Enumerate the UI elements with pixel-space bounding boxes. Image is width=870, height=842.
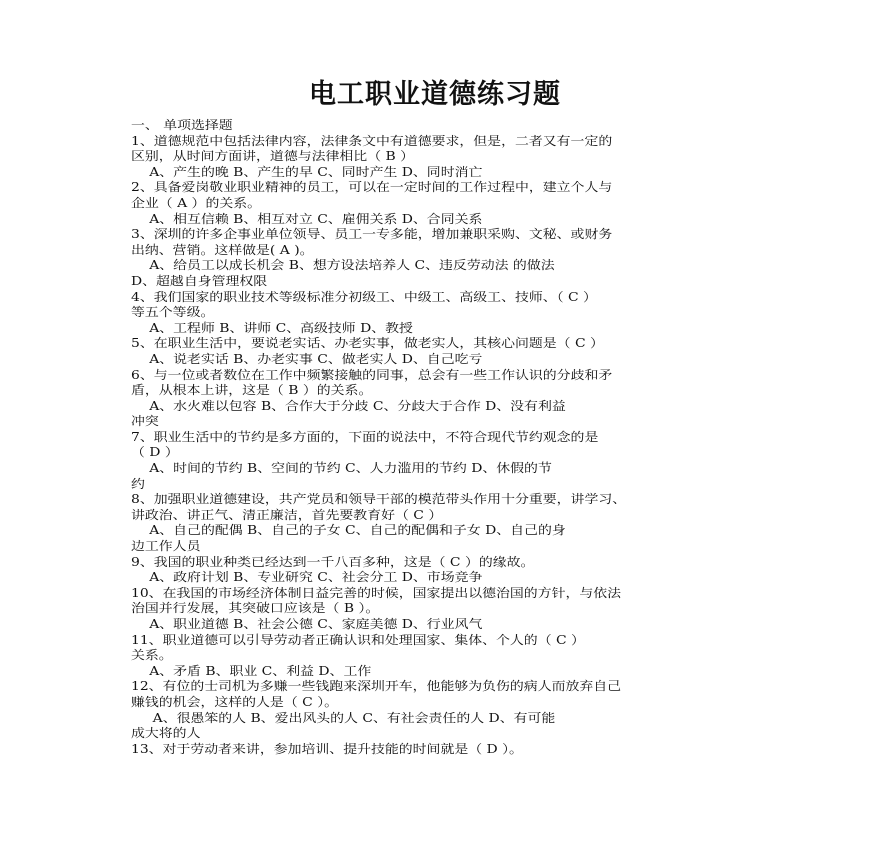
question-9-options: A、政府计划 B、专业研究 C、社会分工 D、市场竞争: [149, 570, 483, 585]
question-7-line-1: 7、职业生活中的节约是多方面的，下面的说法中，不符合现代节约观念的是: [131, 429, 599, 444]
question-3-options-2: D、超越自身管理权限: [131, 273, 268, 288]
question-11-line-2: 关系。: [131, 648, 173, 663]
question-8-options-2: 边工作人员: [131, 539, 201, 554]
question-11-line-1: 11、职业道德可以引导劳动者正确认识和处理国家、集体、个人的（ C ）: [131, 632, 585, 647]
question-3-line-1: 3、深圳的许多企事业单位领导、员工一专多能，增加兼职采购、文秘、或财务: [131, 227, 613, 242]
question-6-line-1: 6、与一位或者数位在工作中频繁接触的同事，总会有一些工作认识的分歧和矛: [131, 367, 613, 382]
question-10-line-2: 治国并行发展，其突破口应该是（ B ）。: [131, 601, 380, 616]
question-7-line-2: （ D ）: [131, 445, 179, 460]
question-12-line-1: 12、有位的士司机为多赚一些钱跑来深圳开车，他能够为负伤的病人而放弃自己: [131, 679, 622, 694]
question-6-options-1: A、水火难以包容 B、合作大于分歧 C、分歧大于合作 D、没有利益: [149, 398, 566, 413]
question-4-options: A、工程师 B、讲师 C、高级技师 D、教授: [149, 320, 413, 335]
question-7-options-2: 约: [131, 476, 145, 491]
question-3-line-2: 出纳、营销。这样做是( A )。: [131, 242, 314, 257]
question-list: [131, 118, 741, 757]
question-5-options: A、说老实话 B、办老实事 C、做老实人 D、自己吃亏: [149, 351, 483, 366]
question-1-line-2: 区别，从时间方面讲，道德与法律相比（ B ）: [131, 149, 415, 164]
question-13-line-1: 13、对于劳动者来讲，参加培训、提升技能的时间就是（ D ）。: [131, 741, 523, 756]
question-4-line-2: 等五个等级。: [131, 305, 215, 320]
question-12-line-2: 赚钱的机会，这样的人是（ C ）。: [131, 694, 339, 709]
question-2-line-1: 2、具备爱岗敬业职业精神的员工，可以在一定时间的工作过程中，建立个人与: [131, 180, 613, 195]
question-11-options: A、矛盾 B、职业 C、利益 D、工作: [149, 663, 372, 678]
question-12-options-1: A、很愚笨的人 B、爱出风头的人 C、有社会责任的人 D、有可能: [152, 710, 556, 725]
question-2-options: A、相互信赖 B、相互对立 C、雇佣关系 D、合同关系: [149, 211, 483, 226]
question-6-line-2: 盾，从根本上讲，这是（ B ）的关系。: [131, 383, 373, 398]
section-heading: 一、 单项选择题: [131, 118, 233, 132]
question-8-line-1: 8、加强职业道德建设，共产党员和领导干部的模范带头作用十分重要，讲学习、: [131, 492, 627, 507]
question-12-options-2: 成大将的人: [131, 726, 201, 741]
question-1-options: A、产生的晚 B、产生的早 C、同时产生 D、同时消亡: [149, 164, 483, 179]
question-1-line-1: 1、道德规范中包括法律内容，法律条文中有道德要求，但是，二者又有一定的: [131, 133, 613, 148]
question-10-options: A、职业道德 B、社会公德 C、家庭美德 D、行业风气: [149, 617, 483, 631]
question-2-line-2: 企业（ A ）的关系。: [131, 195, 262, 210]
question-8-line-2: 讲政治、讲正气、清正廉洁，首先要教育好（ C ）: [131, 507, 443, 522]
question-5-line-1: 5、在职业生活中，要说老实话、办老实事，做老实人，其核心问题是（ C ）: [131, 336, 604, 351]
question-10-line-1: 10、在我国的市场经济体制日益完善的时候，国家提出以德治国的方针，与依法: [131, 585, 622, 600]
page-title: 电工职业道德练习题: [309, 79, 561, 110]
question-4-line-1: 4、我们国家的职业技术等级标准分初级工、中级工、高级工、技师、（ C ）: [131, 289, 597, 304]
question-3-options-1: A、给员工以成长机会 B、想方设法培养人 C、违反劳动法 的做法: [149, 258, 555, 273]
question-9-line-1: 9、我国的职业种类已经达到一千八百多种，这是（ C ）的缘故。: [131, 554, 535, 569]
question-7-options-1: A、时间的节约 B、空间的节约 C、人力滥用的节约 D、休假的节: [149, 461, 552, 476]
question-8-options-1: A、自己的配偶 B、自己的子女 C、自己的配偶和子女 D、自己的身: [149, 523, 566, 538]
question-6-options-2: 冲突: [131, 414, 159, 429]
